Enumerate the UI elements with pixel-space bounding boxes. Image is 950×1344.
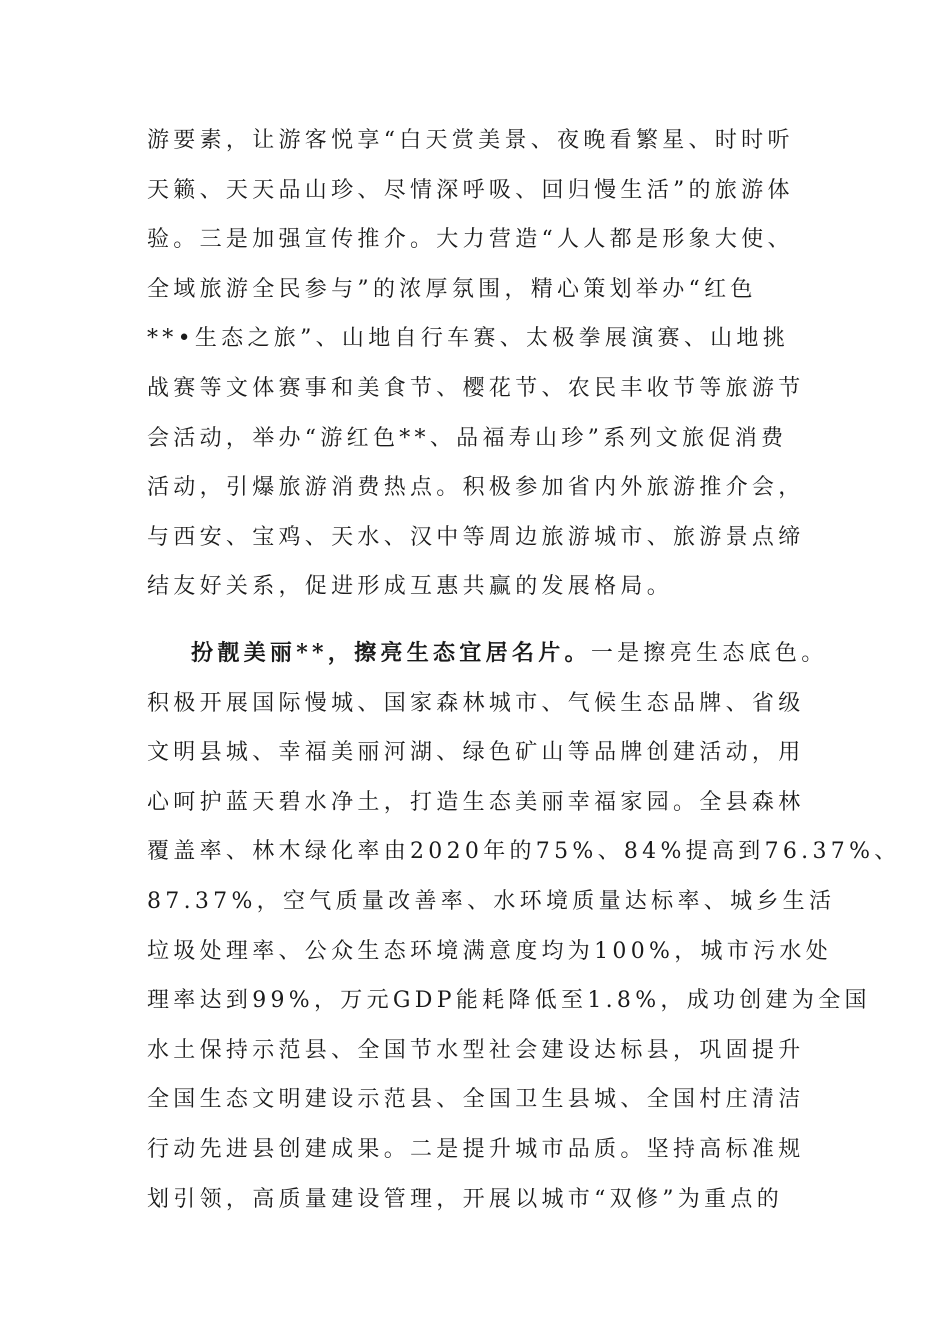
paragraph-first-line [147, 629, 828, 679]
paragraph-line: 积极开展国际慢城、国家森林城市、气候生态品牌、省级 [147, 690, 805, 716]
paragraph-line: 心呵护蓝天碧水净土，打造生态美丽幸福家园。全县森林 [147, 789, 805, 815]
paragraph-line: 文明县城、幸福美丽河湖、绿色矿山等品牌创建活动，用 [147, 740, 805, 766]
paragraph-line: 行动先进县创建成果。二是提升城市品质。坚持高标准规 [147, 1136, 805, 1162]
section-heading: 扮靓美丽**，擦亮生态宜居名片。 [191, 640, 591, 666]
paragraph-line: 全域旅游全民参与”的浓厚氛围，精心策划举办“红色 [147, 276, 757, 302]
paragraph-line: 战赛等文体赛事和美食节、樱花节、农民丰收节等旅游节 [147, 375, 805, 401]
paragraph-line: 与西安、宝鸡、天水、汉中等周边旅游城市、旅游景点缔 [147, 524, 805, 550]
paragraph-line: 水土保持示范县、全国节水型社会建设达标县，巩固提升 [147, 1037, 805, 1063]
paragraph-tourism-promotion [147, 116, 807, 612]
paragraph-line: 活动，引爆旅游消费热点。积极参加省内外旅游推介会， [147, 475, 805, 501]
paragraph-line: **•生态之旅”、山地自行车赛、太极拳展演赛、山地挑 [147, 326, 790, 352]
paragraph-line: 划引领，高质量建设管理，开展以城市“双修”为重点的 [147, 1186, 783, 1212]
paragraph-line: 87.37%，空气质量改善率、水环境质量达标率、城乡生活 [147, 888, 836, 914]
paragraph-line: 理率达到99%，万元GDP能耗降低至1.8%，成功创建为全国 [147, 988, 871, 1014]
paragraph-line: 游要素，让游客悦享“白天赏美景、夜晚看繁星、时时听 [147, 128, 794, 153]
heading-continuation: 一是擦亮生态底色。 [590, 641, 828, 666]
paragraph-line: 天籁、天天品山珍、尽情深呼吸、回归慢生活”的旅游体 [147, 177, 794, 203]
paragraph-ecology [147, 629, 901, 1224]
paragraph-line: 验。三是加强宣传推介。大力营造“人人都是形象大使、 [147, 227, 794, 253]
paragraph-line: 会活动，举办“游红色**、品福寿山珍”系列文旅促消费 [147, 425, 788, 451]
paragraph-line: 垃圾处理率、公众生态环境满意度均为100%，城市污水处 [147, 938, 832, 964]
paragraph-line: 结友好关系，促进形成互惠共赢的发展格局。 [147, 574, 674, 600]
paragraph-line: 全国生态文明建设示范县、全国卫生县城、全国村庄清洁 [147, 1087, 805, 1113]
paragraph-line: 覆盖率、林木绿化率由2020年的75%、84%提高到76.37%、 [147, 839, 901, 865]
